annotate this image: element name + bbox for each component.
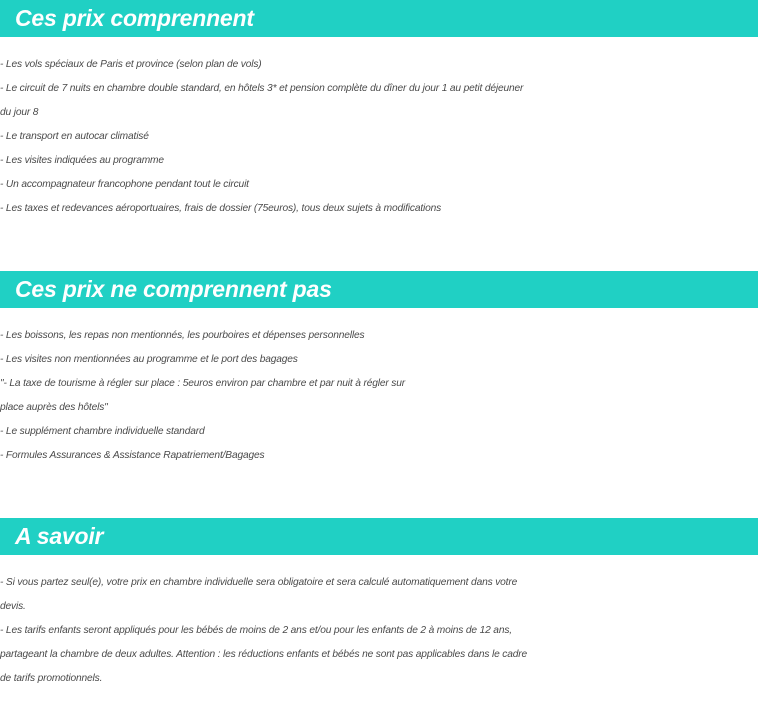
section-header-good-to-know [0,518,758,555]
section-not-included [0,271,758,468]
section-title: Ces prix comprennent [15,5,254,31]
section-included [0,0,758,221]
section-title: A savoir [15,523,104,549]
section-body-included [0,37,758,221]
section-body-not-included [0,308,758,468]
list-item: - Les vols spéciaux de Paris et province (selon plan de vols) [0,59,262,70]
section-good-to-know [0,518,758,691]
list-item: - Les tarifs enfants seront appliqués pour les bébés de moins de 2 ans et/ou pour les enfants de 2 à moins de 12 ans, [0,625,512,636]
list-item: - Les taxes et redevances aéroportuaires, frais de dossier (75euros), tous deux sujets à modifications [0,203,442,214]
list-item: - Le transport en autocar climatisé [0,131,149,142]
list-item: "- La taxe de tourisme à régler sur place : 5euros environ par chambre et par nuit à régler sur [0,378,406,389]
section-title: Ces prix ne comprennent pas [15,276,332,302]
list-item: - Le supplément chambre individuelle standard [0,426,205,437]
section-body-good-to-know [0,555,758,691]
list-item: devis. [0,601,26,612]
section-header-not-included [0,271,758,308]
list-item: de tarifs promotionnels. [0,673,103,684]
list-item: partageant la chambre de deux adultes. Attention : les réductions enfants et bébés ne sont pas applicables dans le cadre [0,649,528,660]
section-header-included [0,0,758,37]
list-item: - Les visites indiquées au programme [0,155,164,166]
list-item: - Les visites non mentionnées au programme et le port des bagages [0,354,298,365]
list-item: du jour 8 [0,107,39,118]
list-item: - Le circuit de 7 nuits en chambre double standard, en hôtels 3* et pension complète du dîner du jour 1 au petit déjeuner [0,83,524,94]
list-item: - Si vous partez seul(e), votre prix en chambre individuelle sera obligatoire et sera calculé automatiquement dans votre [0,577,518,588]
list-item: place auprès des hôtels" [0,402,108,413]
list-item: - Un accompagnateur francophone pendant tout le circuit [0,179,249,190]
list-item: - Formules Assurances & Assistance Rapatriement/Bagages [0,450,265,461]
list-item: - Les boissons, les repas non mentionnés, les pourboires et dépenses personnelles [0,330,365,341]
